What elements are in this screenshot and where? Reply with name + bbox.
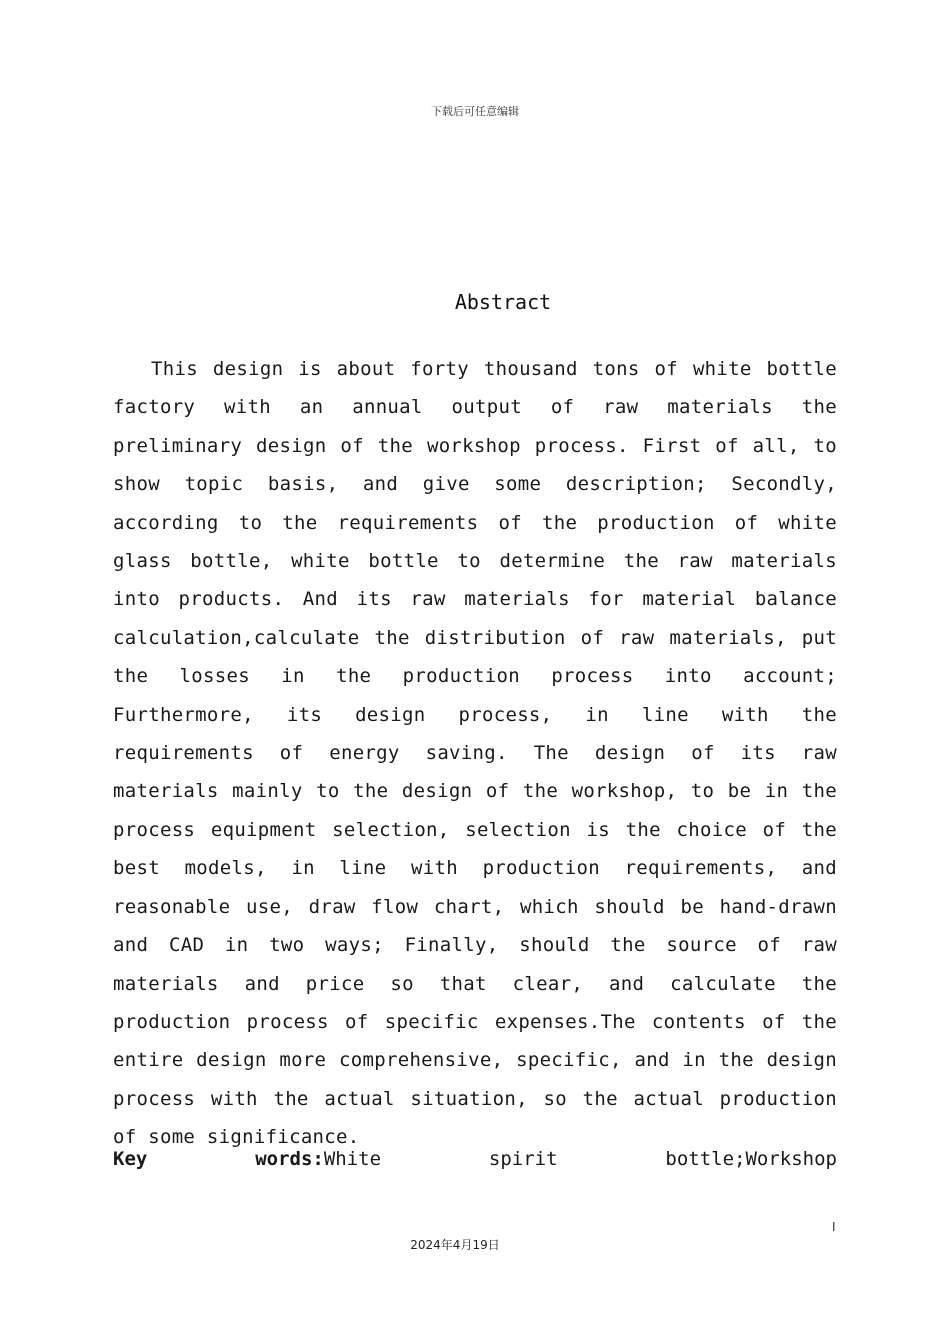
page-number: I <box>832 1220 836 1234</box>
footer-date: 2024年4月19日 <box>410 1238 500 1252</box>
abstract-paragraph: This design is about forty thousand tons of white bottle factory with an annual output of raw materials the preliminary design of the workshop process. First of all, to show topic basis, and give some description; Secondly, according to the requirements of the production of white glass bottle, white bottle to determine the raw materials into products. And its raw materials for material balance calculation,calculate the distribution of raw materials, put the losses in the production process into account; Furthermore, its design process, in line with the requirements of energy saving. The design of its raw materials mainly to the design of the workshop, to be in the process equipment selection, selection is the choice of the best models, in line with production requirements, and reasonable use, draw flow chart, which should be hand-drawn and CAD in two ways; Finally, should the source of raw materials and price so that clear, and calculate the production process of specific expenses.The contents of the entire design more comprehensive, specific, and in the design process with the actual situation, so the actual production of some significance. <box>113 358 837 1149</box>
keywords-text: White spirit bottle;Workshop <box>323 1148 837 1170</box>
keywords-line <box>113 1140 837 1178</box>
page-title: Abstract <box>454 290 552 314</box>
header-note: 下载后可任意编辑 <box>431 105 519 118</box>
keywords-label: Key words: <box>113 1148 324 1170</box>
